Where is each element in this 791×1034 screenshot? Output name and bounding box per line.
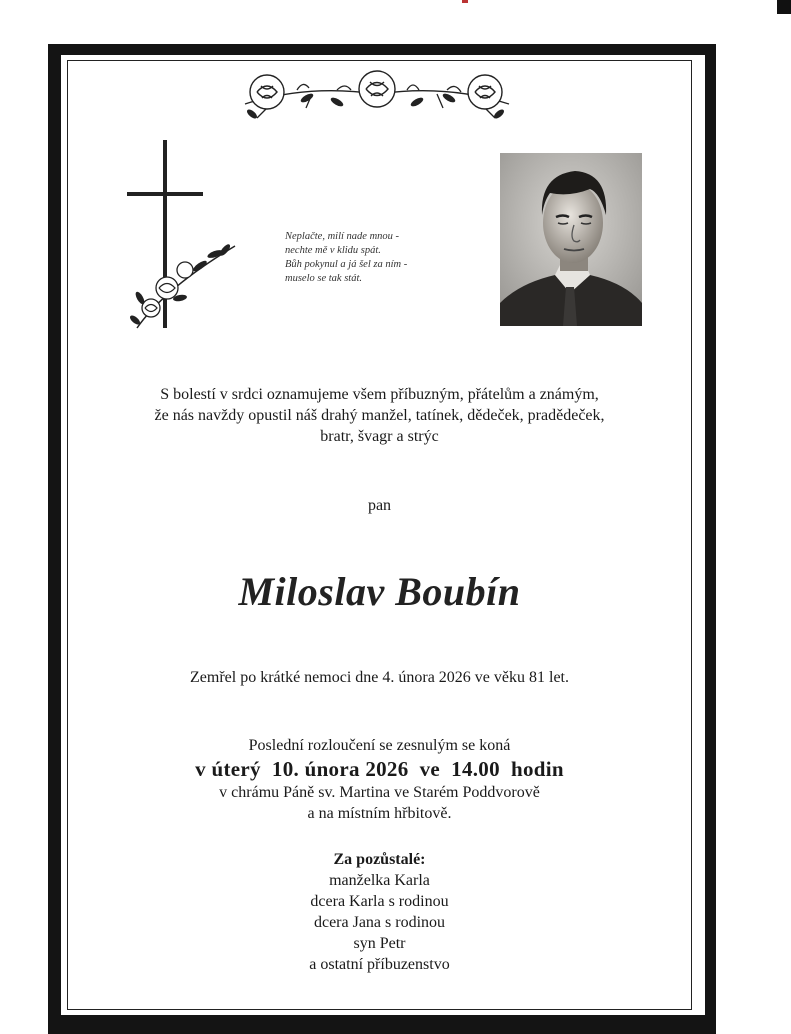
funeral-place: v chrámu Páně sv. Martina ve Starém Poddvorově [219,784,540,801]
burial-place: a na místním hřbitově. [307,805,452,822]
survivor-name: dcera Jana s rodinou [313,914,446,931]
poem-line: Neplačte, milí nade mnou - [285,231,400,242]
scan-mark [462,0,468,3]
survivor-name: manželka Karla [329,872,430,889]
survivor-name: a ostatní příbuzenstvo [309,956,450,973]
poem-line: Bůh pokynul a já šel za ním - [285,259,408,270]
intro-line: že nás navždy opustil náš drahý manžel, tatínek, dědeček, pradědeček, [154,407,605,424]
intro-line: S bolestí v srdci oznamujeme všem příbuzným, přátelům a známým, [160,386,599,403]
survivors [67,849,692,975]
survivor-name: syn Petr [353,935,406,952]
funeral-intro: Poslední rozloučení se zesnulým se koná [248,737,511,754]
flower-branch-icon [128,243,235,328]
scan-corner [777,0,791,14]
death-note: Zemřel po krátké nemoci dne 4. února 2026 ve věku 81 let. [190,669,569,686]
poem [285,230,485,286]
rose-garland-icon [237,64,517,126]
cross-icon [125,138,245,333]
title-word: pan [367,497,392,514]
intro-line: bratr, švagr a strýc [320,428,439,445]
survivor-name: dcera Karla s rodinou [310,893,449,910]
announcement-intro [67,384,692,447]
deceased-name: Miloslav Boubín [238,569,521,614]
poem-line: nechte mě v klidu spát. [285,245,381,256]
funeral-info [67,735,692,824]
poem-line: muselo se tak stát. [285,273,362,284]
funeral-datetime: v úterý 10. února 2026 ve 14.00 hodin [195,757,564,781]
portrait-photo [500,153,642,326]
survivors-heading: Za pozůstalé: [333,851,426,868]
